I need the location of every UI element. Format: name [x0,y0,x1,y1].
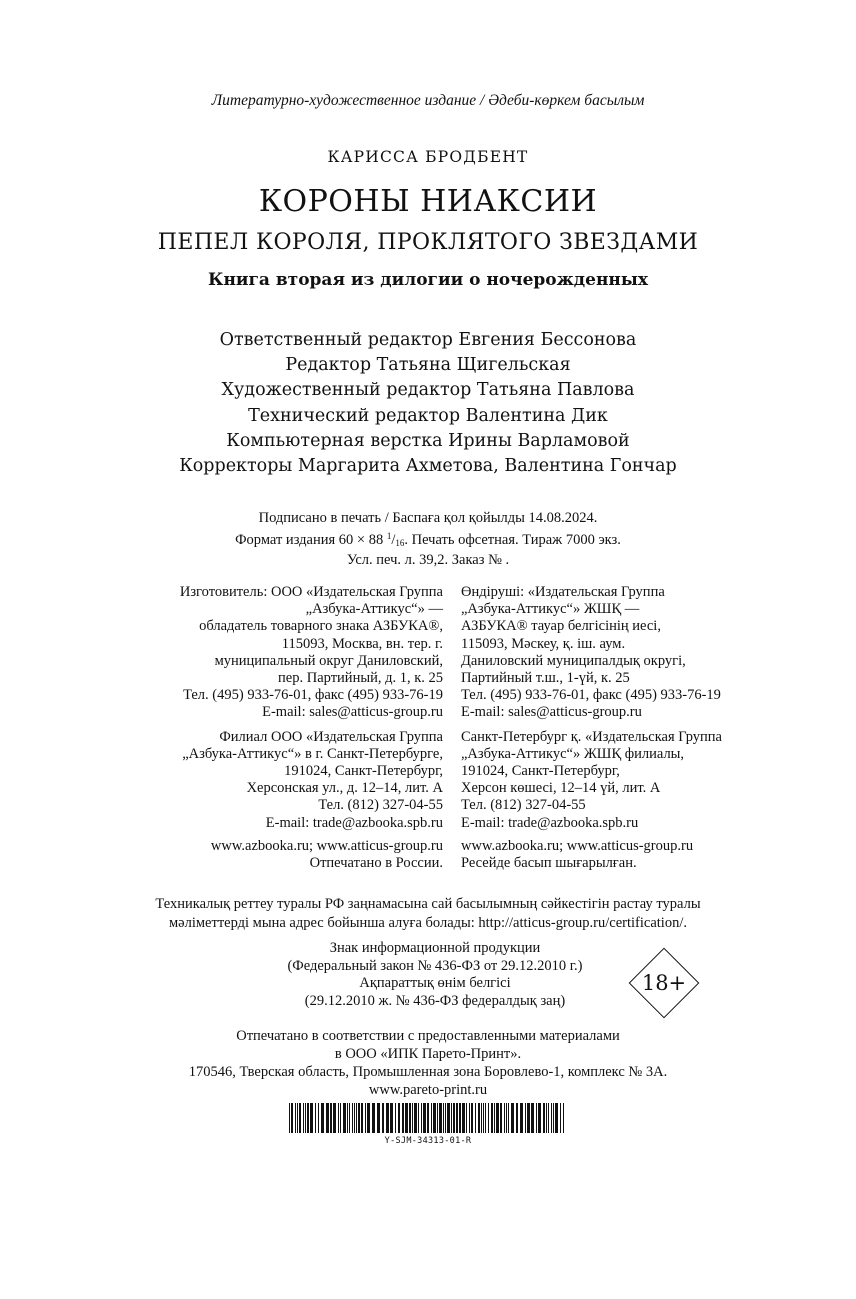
branch-line: 191024, Санкт-Петербург, [284,763,443,780]
age-rating-text: 18+ [641,971,687,995]
credit-line: Художественный редактор Татьяна Павлова [221,380,635,401]
book-title: КОРОНЫ НИАКСИИ [258,184,598,219]
format-line [0,528,856,553]
credits-block [0,328,856,479]
signed-date: Подписано в печать / Баспаға қол қойылды 14.08.2024. [258,510,598,526]
marker-line: Знак информационной продукции [329,940,541,956]
barcode-label: Y-SJM-34313-01-R [384,1136,472,1146]
manufacturer-line: АЗБУКА® тауар белгісінің иесі, [461,618,661,635]
printer-line: 170546, Тверская область, Промышленная зона Боровлево-1, комплекс № 3А. [188,1064,668,1080]
branch-line: Тел. (812) 327-04-55 [461,797,586,814]
marker-line: (Федеральный закон № 436-ФЗ от 29.12.2010 г.) [287,957,583,974]
branch-line: Херсонская ул., д. 12–14, лит. А [246,780,443,797]
series-note: Книга вторая из дилогии о ночерожденных [207,270,649,290]
tech-line: Техникалық реттеу туралы РФ заңнамасына сай басылымның сәйкестігін растау туралы [155,896,701,912]
manufacturer-line: Изготовитель: ООО «Издательская Группа [179,584,443,600]
branch-line: „Азбука-Аттикус“» ЖШҚ филиалы, [461,745,685,762]
credit-line: Компьютерная верстка Ирины Варламовой [226,430,630,451]
web-line: Отпечатано в России. [309,855,443,872]
credit-line: Технический редактор Валентина Дик [248,405,608,426]
printer-line: в ООО «ИПК Парето-Принт». [334,1046,522,1062]
barcode-icon [289,1103,567,1133]
branch-line: 191024, Санкт-Петербург, [461,763,620,780]
age-rating-badge [625,944,703,1022]
manufacturer-line: обладатель товарного знака АЗБУКА®, [199,618,443,635]
manufacturer-line: E-mail: sales@atticus-group.ru [262,704,443,721]
manufacturer-line: Тел. (495) 933-76-01, факс (495) 933-76-19 [183,687,443,704]
branch-line: Тел. (812) 327-04-55 [318,797,443,814]
printer-line: www.pareto-print.ru [368,1082,488,1098]
manufacturer-line: E-mail: sales@atticus-group.ru [461,704,642,721]
marker-line: Ақпараттық өнім белгісі [359,975,511,991]
format-denominator: 16 [395,537,405,548]
printer-line: Отпечатано в соответствии с предоставленными материалами [236,1028,620,1044]
manufacturer-line: Өндіруші: «Издательская Группа [461,584,665,600]
tech-regulation-note [0,895,856,932]
manufacturer-line: 115093, Москва, вн. тер. г. [281,635,443,652]
printer-info [0,1027,856,1099]
format-numerator: 1 [386,530,392,541]
book-subtitle: ПЕПЕЛ КОРОЛЯ, ПРОКЛЯТОГО ЗВЕЗДАМИ [157,230,699,255]
author-name: КАРИССА БРОДБЕНТ [327,148,529,166]
tech-line: мәліметтерді мына адрес бойынша алуға болады: http://atticus-group.ru/certification/. [169,914,687,931]
manufacturer-line: 115093, Мәскеу, қ. іш. аум. [461,635,626,652]
credit-line: Ответственный редактор Евгения Бессонова [219,330,637,350]
web-line: www.azbooka.ru; www.atticus-group.ru [461,837,694,854]
branch-line: Санкт-Петербург қ. «Издательская Группа [461,728,722,745]
branch-line: Филиал ООО «Издательская Группа [219,728,443,745]
manufacturer-line: муниципальный округ Даниловский, [214,652,443,669]
imprint-column-kz [461,584,821,872]
branch-line: „Азбука-Аттикус“» в г. Санкт-Петербурге, [182,745,443,762]
manufacturer-line: Партийный т.ш., 1-үй, к. 25 [461,670,630,687]
manufacturer-line: „Азбука-Аттикус“» ЖШҚ — [461,601,640,618]
web-line: www.azbooka.ru; www.atticus-group.ru [210,837,443,854]
manufacturer-line: пер. Партийный, д. 1, к. 25 [278,670,443,687]
manufacturer-line: „Азбука-Аттикус“» — [305,601,443,618]
publication-info [0,510,856,570]
sheets-order: Усл. печ. л. 39,2. Заказ № . [346,552,510,568]
format-separator: / [391,531,396,548]
web-line: Ресейде басып шығарылған. [461,855,637,872]
imprint-column-ru [100,584,443,872]
branch-line: E-mail: trade@azbooka.spb.ru [461,814,639,831]
marker-line: (29.12.2010 ж. № 436-ФЗ федералдық заң) [304,992,566,1009]
genre-line: Литературно-художественное издание / Әдеби-көркем басылым [211,92,645,109]
format-suffix: . Печать офсетная. Тираж 7000 экз. [404,531,621,548]
format-prefix: Формат издания 60 × 88 [235,531,387,548]
info-product-marker [230,940,640,1010]
branch-line: Херсон көшесі, 12–14 үй, лит. А [461,780,661,797]
manufacturer-line: Даниловский муниципалдық округі, [461,652,686,669]
manufacturer-line: Тел. (495) 933-76-01, факс (495) 933-76-19 [461,687,721,704]
credit-line: Редактор Татьяна Щигельская [285,355,571,376]
credit-line: Корректоры Маргарита Ахметова, Валентина Гончар [179,456,677,477]
branch-line: E-mail: trade@azbooka.spb.ru [265,814,443,831]
